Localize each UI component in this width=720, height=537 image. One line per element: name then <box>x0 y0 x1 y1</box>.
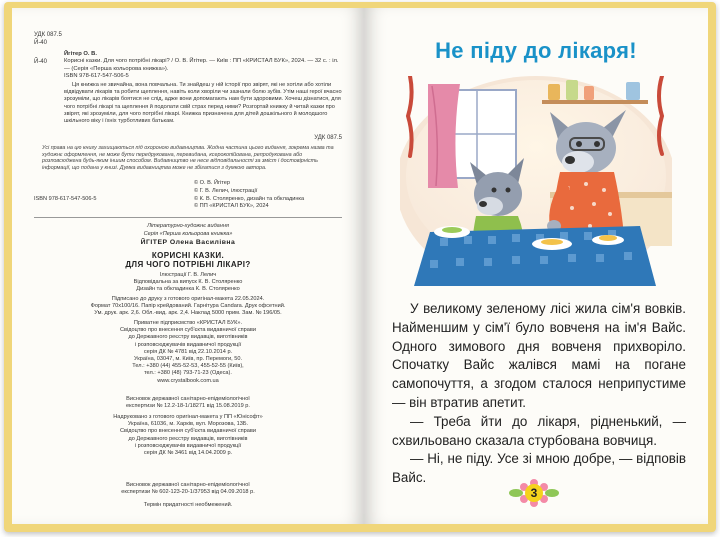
publisher-line: до Державного реєстру видавців, виготівників <box>128 334 248 341</box>
publisher-line: серія ДК № 4781 від 22.10.2014 р. <box>143 348 233 355</box>
story-paragraph: У великому зеленому лісі жила сім'я вовків. Найменшим у сім'ї було вовченя на ім'я Вайс. Одного зимового дня вовченя прихворіло. Спочатку Вайс жалівся мамі на погане самопочуття, а згодом сталося неприпустиме — він втратив апетит. <box>392 301 686 410</box>
expertise-block-1 <box>34 396 342 410</box>
copyright-line: © О. В. Йгітер <box>194 180 230 186</box>
divider <box>34 217 342 218</box>
printer-line: Надруковано з готового оригінал-макета у ПП «Юнісофт» <box>113 414 263 420</box>
shelf-life-note: Термін придатності необмежений. <box>143 502 233 508</box>
book-title-line: КОРИСНІ КАЗКИ. <box>151 251 225 260</box>
rights-notice: Усі права на цю книгу захищаються під охороною видавництва. Жодна частина цього видання, зокрема назва та художнє оформлення, не може бути передрукована, перевидана, ксерокопійована, репродукована або розповсюджена будь-яким іншим способом. Видавництво не несе відповідальності за зміст і достовірність інформації, що подана у книзі. Думка видавництва може не збігатися з думкою автора. <box>42 145 334 171</box>
story-page <box>364 8 708 524</box>
genre-label: Літературно-художнє видання <box>147 223 229 229</box>
credit-line: Ілюстрації Г. В. Лелич <box>159 272 217 278</box>
copyright-line: © К. В. Столяренко, дизайн та обкладинка <box>194 195 305 202</box>
publisher-website: www.crystalbook.com.ua <box>157 377 219 384</box>
wolf-kitchen-illustration <box>400 76 672 286</box>
udk-code: УДК 087.5 <box>34 32 62 38</box>
page-number-badge <box>508 479 560 507</box>
printer-line: Свідоцтво про внесення суб'єкта видавничої справи <box>119 428 256 435</box>
story-text <box>392 300 686 488</box>
bibliographic-record <box>64 51 342 81</box>
page-number: 3 <box>525 484 543 502</box>
publisher-line: Свідоцтво про внесення суб'єкта видавничої справи <box>119 327 256 334</box>
open-book <box>4 2 716 532</box>
bibliographic-text: Корисні казки. Для чого потрібні лікарі? / О. В. Йгітер. — Київ : ПП «КРИСТАЛ БУК», 2024. — 32 с. : іл. — (Серія «Перша кольорова книжка»). <box>64 58 339 72</box>
isbn-line: ISBN 978-617-547-506-5 <box>64 73 129 80</box>
story-title: Не піду до лікаря! <box>435 38 637 63</box>
publisher-line: Приватне підприємство «КРИСТАЛ БУК». <box>133 320 243 326</box>
publisher-block <box>34 320 342 385</box>
expertise-line: експертизи № 12.2-18-1/18271 від 15.08.2019 р. <box>126 403 250 410</box>
copyright-line: © ПП «КРИСТАЛ БУК», 2024 <box>194 203 269 210</box>
printer-line: Україна, 61036, м. Харків, вул. Морозова, 13Б. <box>127 421 249 428</box>
publisher-line: Тел.: +380 (44) 455-52-53, 455-52-55 (Київ), <box>132 363 244 370</box>
author-heading: Йгітер О. В. <box>64 51 97 57</box>
print-info-line: Підписано до друку з готового оригінал-макета 22.05.2024. <box>111 296 265 302</box>
curtain <box>428 84 460 188</box>
expertise-block-2 <box>34 482 342 496</box>
book-title-line: ДЛЯ ЧОГО ПОТРІБНІ ЛІКАРІ? <box>125 260 251 269</box>
credits-block <box>34 272 342 294</box>
publisher-line: і розповсюджувачів видавничої продукції <box>134 341 242 348</box>
printer-line: серія ДК № 3461 від 14.04.2009 р. <box>143 450 233 457</box>
author-full-name: ЙГІТЕР Олена Василівна <box>140 239 236 246</box>
publisher-line: Україна, 03047, м. Київ, пр. Перемоги, 50. <box>133 356 243 363</box>
printer-block <box>34 414 342 457</box>
print-info-line: Формат 70x100/16. Папір крейдований. Гарнітура Candara. Друк офсетний. <box>90 303 286 310</box>
table-with-food <box>414 226 656 286</box>
series-label: Серія «Перша кольорова книжка» <box>143 231 233 237</box>
printer-line: до Державного реєстру видавців, виготівників <box>128 435 248 442</box>
isbn-bottom: ISBN 978-617-547-506-5 <box>34 196 97 202</box>
print-info-block <box>34 296 342 318</box>
credit-line: Дизайн та обкладинка К. В. Столяренко <box>136 286 240 293</box>
expertise-line: Висновок державної санітарно-епідеміологічної <box>126 396 250 402</box>
annotation: Ця книжка не звичайна, вона повчальна. Ти знайдеш у ній історії про звірят, які не хотіли або хотіли відвідувати лікарів та робити щеплення, навіть коли хворіли чи зазнали болю зубів. Утім наші герої вчасно зрозуміли, що лікарів боятися не слід, адже вони допомагають нам бути здоровими. Хочеш дізнатися, для чого потрібні лікарі та щеплення й подолати свій страх перед ними? Розгортай книжку й читай казки про звірят, які зрозуміли, для чого потрібні лікарі. Книжка призначена для дітей дошкільного й молодшого шкільного віку і їхніх турботливих батькам. <box>64 82 342 125</box>
copyright-list <box>194 180 304 211</box>
imprint-page <box>12 8 364 524</box>
bbk-code: Й-40 <box>34 39 47 46</box>
printer-line: і розповсюджувачів видавничої продукції <box>134 442 242 449</box>
print-info-line: Ум. друк. арк. 2,6. Обл.-вид. арк. 2,4. Наклад 5000 прим. Зам. № 196/05. <box>94 310 282 317</box>
expertise-line: Висновок державної санітарно-епідеміологічної <box>126 482 250 488</box>
story-paragraph: — Треба йти до лікаря, рідненький, — схвильовано сказала стурбована вовчиця. <box>392 413 686 448</box>
genre-block <box>34 222 342 238</box>
cutter-code: Й-40 <box>34 59 47 65</box>
expertise-line: експертизи № 602-123-20-1/37953 від 04.09.2018 р. <box>121 489 255 496</box>
udk-code-bottom: УДК 087.5 <box>314 135 342 141</box>
publisher-line: тел.: +380 (48) 793-71-23 (Одеса). <box>144 370 232 377</box>
story-paragraph: — Ні, не піду. Усе зі мною добре, — відповів Вайс. <box>392 451 686 486</box>
book-title <box>34 251 342 269</box>
copyright-line: © Г. В. Лелич, ілюстрації <box>194 187 258 194</box>
credit-line: Відповідальна за випуск К. В. Столяренко <box>133 279 243 286</box>
udk-code-top <box>34 32 62 47</box>
